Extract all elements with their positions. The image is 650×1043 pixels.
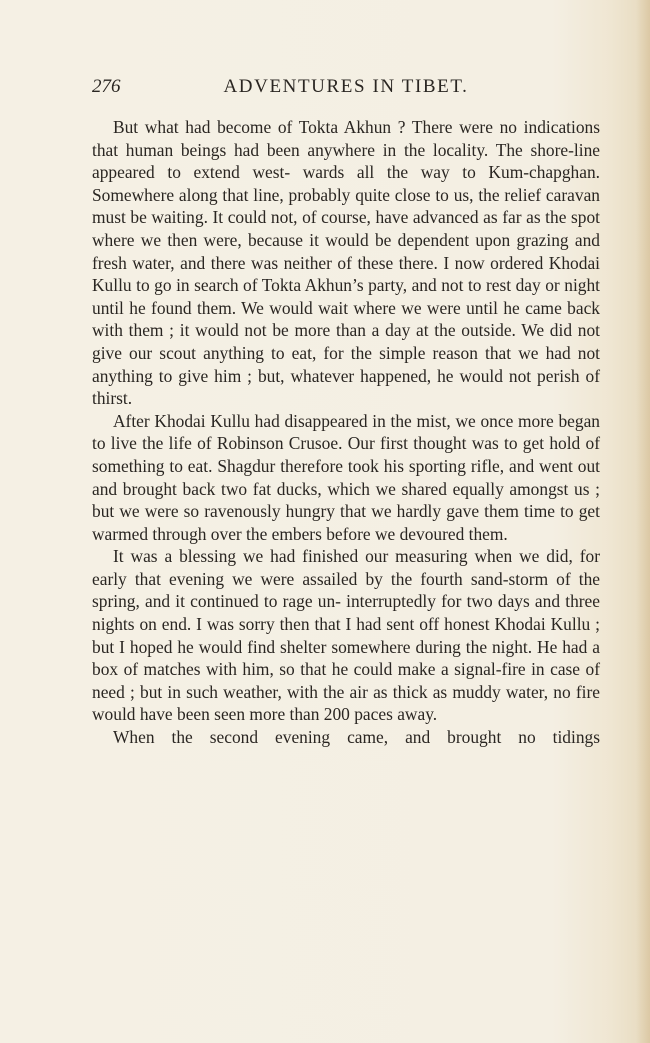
running-title: ADVENTURES IN TIBET.: [223, 76, 469, 97]
paragraph: When the second evening came, and brought no tidings: [113, 727, 600, 748]
paragraph: It was a blessing we had finished our measuring when we did, for early that evening we were assailed by the fourth sand-storm of the spring, and it continued to rage un- interruptedly for two days and three nights on end. I was sorry then that I had sent off honest Khodai Kullu ; but I hoped he would find shelter somewhere during the night. He had a box of matches with him, so that he could make a signal-fire in case of need ; but in such weather, with the air as thick as muddy water, no fire would have been seen more than 200 paces away.: [92, 546, 600, 725]
paragraph: But what had become of Tokta Akhun ? There were no indications that human beings had been anywhere in the locality. The shore-line appeared to extend west- wards all the way to Kum-chapghan. Somewhere along that line, probably quite close to us, the relief caravan must be waiting. It could not, of course, have advanced as far as the spot where we then were, because it would be dependent upon grazing and fresh water, and there was neither of these there. I now ordered Khodai Kullu to go in search of Tokta Akhun’s party, and not to rest day or night until he found them. We would wait where we were until he came back with them ; it would not be more than a day at the outside. We did not give our scout anything to eat, for the simple reason that we had not anything to give him ; but, whatever happened, he would not perish of thirst.: [92, 117, 600, 409]
page-header: [92, 76, 600, 102]
paragraph: After Khodai Kullu had disappeared in the mist, we once more began to live the life of Robinson Crusoe. Our first thought was to get hold of something to eat. Shagdur therefore took his sporting rifle, and went out and brought back two fat ducks, which we shared equally amongst us ; but we were so ravenously hungry that we hardly gave them time to get warmed through over the embers before we devoured them.: [92, 410, 600, 544]
page-number: 276: [92, 76, 121, 97]
body-text: [92, 116, 600, 749]
page-edge-shadow: [636, 0, 650, 1043]
